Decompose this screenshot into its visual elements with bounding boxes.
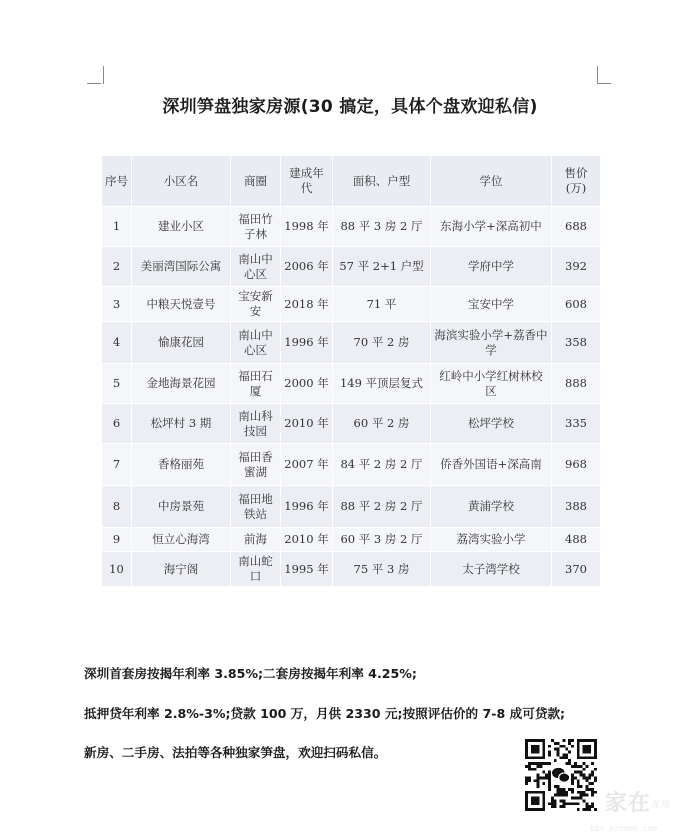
table-cell: 149 平顶层复式 [333,364,431,404]
table-cell: 福田石厦 [231,364,281,404]
crop-mark-top-right-h [597,83,611,84]
table-cell: 335 [552,404,601,444]
table-cell: 7 [102,444,132,486]
table-cell: 9 [102,528,132,552]
header-cell: 售价(万) [552,156,601,207]
page-title: 深圳笋盘独家房源(30 搞定，具体个盘欢迎私信) [162,97,538,117]
table-cell: 388 [552,486,601,528]
table-cell: 688 [552,207,601,247]
note-mortgage-rate: 深圳首套房按揭年利率 3.85%;二套房按揭年利率 4.25%; [84,666,417,681]
table-cell: 1998 年 [281,207,333,247]
table-header-row [102,156,601,207]
header-cell: 建成年代 [281,156,333,207]
table-cell: 3 [102,287,132,322]
table-cell: 358 [552,322,601,364]
table-row [102,552,601,587]
header-cell: 序号 [102,156,132,207]
table-row [102,404,601,444]
note-contact: 新房、二手房、法拍等各种独家笋盘，欢迎扫码私信。 [84,745,387,760]
table-cell: 1995 年 [281,552,333,587]
table-cell: 松坪学校 [431,404,552,444]
table-cell: 红岭中小学红树林校区 [431,364,552,404]
table-cell: 中房景苑 [132,486,231,528]
table-cell: 东海小学+深高初中 [431,207,552,247]
table-row [102,444,601,486]
table-cell: 88 平 2 房 2 厅 [333,486,431,528]
table-cell: 608 [552,287,601,322]
crop-mark-top-left [87,66,104,84]
table-cell: 太子湾学校 [431,552,552,587]
header-cell: 学位 [431,156,552,207]
table-cell: 488 [552,528,601,552]
table-cell: 愉康花园 [132,322,231,364]
table-cell: 香格丽苑 [132,444,231,486]
watermark-main: 家在 [605,791,652,816]
table-cell: 60 平 3 房 2 厅 [333,528,431,552]
table-row [102,207,601,247]
table-cell: 2010 年 [281,528,333,552]
table-cell: 中粮天悦壹号 [132,287,231,322]
table-cell: 学府中学 [431,247,552,287]
table-cell: 88 平 3 房 2 厅 [333,207,431,247]
table-cell: 松坪村 3 期 [132,404,231,444]
table-cell: 370 [552,552,601,587]
table-cell: 60 平 2 房 [333,404,431,444]
watermark-logo [605,786,671,817]
table-cell: 57 平 2+1 户型 [333,247,431,287]
table-row [102,287,601,322]
table-cell: 福田香蜜湖 [231,444,281,486]
table-cell: 南山蛇口 [231,552,281,587]
table-cell: 75 平 3 房 [333,552,431,587]
table-cell: 71 平 [333,287,431,322]
table-cell: 1996 年 [281,486,333,528]
table-cell: 70 平 2 房 [333,322,431,364]
header-cell: 面积、户型 [333,156,431,207]
table-cell: 2010 年 [281,404,333,444]
table-cell: 4 [102,322,132,364]
note-loan-terms: 抵押贷年利率 2.8%-3%;贷款 100 万，月供 2330 元;按照评估价的 7-8 成可贷款; [84,706,566,721]
table-cell: 2006 年 [281,247,333,287]
table-cell: 2018 年 [281,287,333,322]
table-cell: 宝安新安 [231,287,281,322]
table-cell: 前海 [231,528,281,552]
table-cell: 黄浦学校 [431,486,552,528]
table-cell: 美丽湾国际公寓 [132,247,231,287]
table-cell: 1 [102,207,132,247]
table-cell: 南山中心区 [231,322,281,364]
table-cell: 2007 年 [281,444,333,486]
table-cell: 侨香外国语+深高南 [431,444,552,486]
table-cell: 2 [102,247,132,287]
wechat-qr-code-icon[interactable] [525,739,597,811]
table-cell: 84 平 2 房 2 厅 [333,444,431,486]
table-cell: 10 [102,552,132,587]
table-cell: 8 [102,486,132,528]
table-cell: 1996 年 [281,322,333,364]
crop-mark-top-right [597,66,614,84]
watermark-url: bbs.szhome.com [590,824,658,833]
table-cell: 宝安中学 [431,287,552,322]
table-cell: 5 [102,364,132,404]
table-cell: 南山科技园 [231,404,281,444]
table-row [102,247,601,287]
listing-table [101,155,601,587]
table-row [102,528,601,552]
table-cell: 金地海景花园 [132,364,231,404]
header-cell: 商圈 [231,156,281,207]
table-cell: 福田地铁站 [231,486,281,528]
table-cell: 建业小区 [132,207,231,247]
table-row [102,486,601,528]
table-cell: 恒立心海湾 [132,528,231,552]
table-cell: 海宁阁 [132,552,231,587]
table-cell: 968 [552,444,601,486]
table-cell: 6 [102,404,132,444]
table-cell: 888 [552,364,601,404]
table-row [102,364,601,404]
table-cell: 2000 年 [281,364,333,404]
table-cell: 392 [552,247,601,287]
table-cell: 南山中心区 [231,247,281,287]
watermark-side: 深圳 [651,800,672,811]
header-cell: 小区名 [132,156,231,207]
crop-mark-top-left-h [87,83,101,84]
table-row [102,322,601,364]
table-cell: 荔湾实验小学 [431,528,552,552]
table-cell: 海滨实验小学+荔香中学 [431,322,552,364]
table-cell: 福田竹子林 [231,207,281,247]
